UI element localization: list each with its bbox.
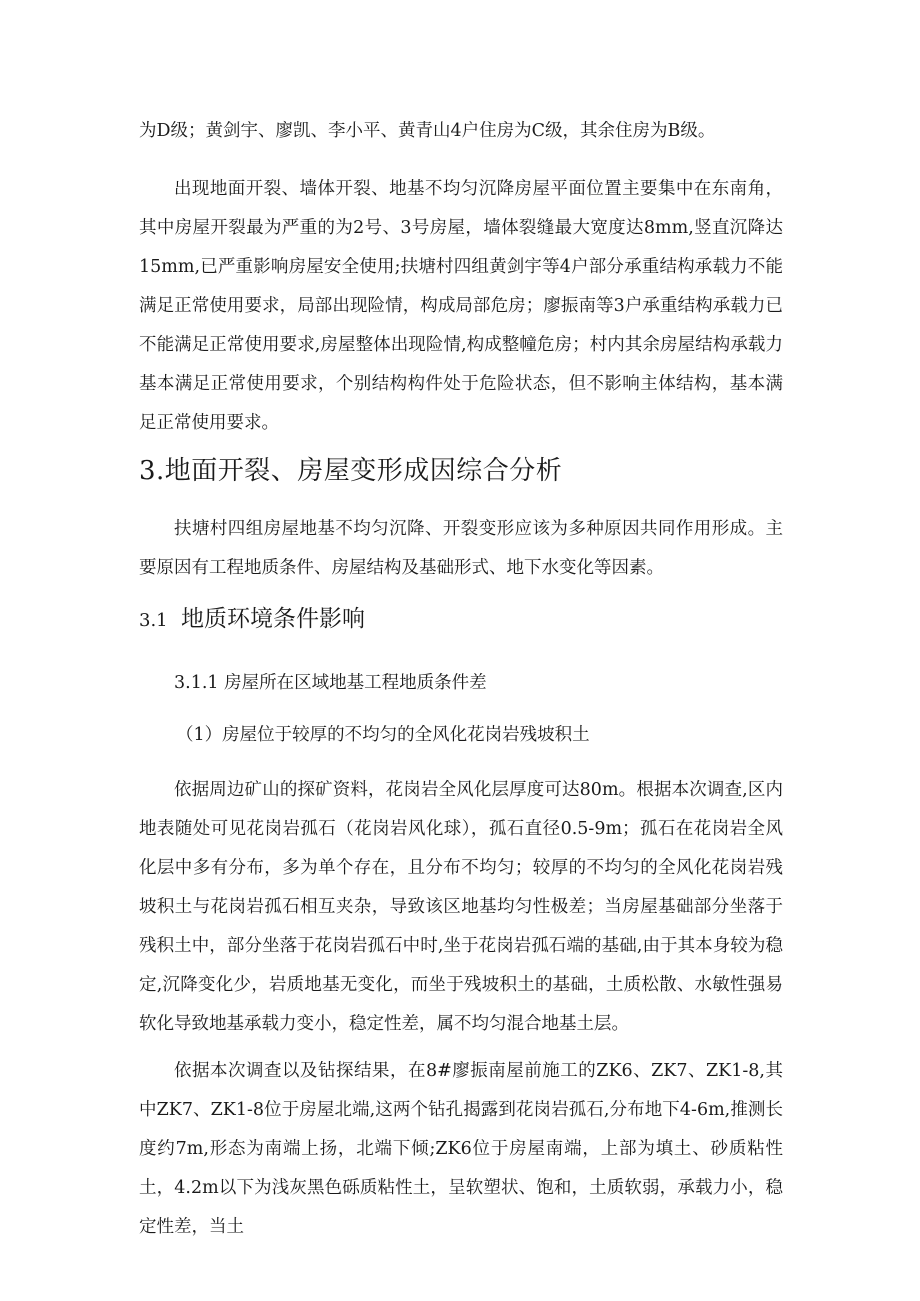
section-title-3-1: 地质环境条件影响 [181, 606, 365, 632]
section-number-3-1: 3.1 [139, 610, 168, 631]
paragraph-causes-intro: 扶塘村四组房屋地基不均匀沉降、开裂变形应该为多种原因共同作用形成。主要原因有工程地质条件、房屋结构及基础形式、地下水变化等因素。 [139, 519, 783, 578]
section-heading-3-1-1: 3.1.1 房屋所在区域地基工程地质条件差 [174, 673, 487, 693]
paragraph-granite-residual-soil: 依据周边矿山的探矿资料，花岗岩全风化层厚度可达80m。根据本次调查,区内地表随处可见花岗岩孤石（花岗岩风化球），孤石直径0.5-9m；孤石在花岗岩全风化层中多有分布，多为单个存在，且分布不均匀；较厚的不均匀的全风化花岗岩残坡积土与花岗岩孤石相互夹杂，导致该区地基均匀性极差；当房屋基础部分坐落于残积土中，部分坐落于花岗岩孤石中时,坐于花岗岩孤石端的基础,由于其本身较为稳定,沉降变化少，岩质地基无变化，而坐于残坡积土的基础，土质松散、水敏性强易软化导致地基承载力变小，稳定性差，属不均匀混合地基土层。 [139, 780, 783, 1034]
section-heading-3-1 [139, 603, 365, 637]
paragraph-drilling-results: 依据本次调查以及钻探结果，在8#廖振南屋前施工的ZK6、ZK7、ZK1-8,其中ZK7、ZK1-8位于房屋北端,这两个钻孔揭露到花岗岩孤石,分布地下4-6m,推测长度约7m,形态为南端上扬，北端下倾;ZK6位于房屋南端，上部为填土、砂质粘性土，4.2m以下为浅灰黑色砾质粘性土，呈软塑状、饱和，土质软弱，承载力小，稳定性差，当土 [139, 1061, 783, 1237]
paragraph-grade-summary: 为D级；黄剑宇、廖凯、李小平、黄青山4户住房为C级，其余住房为B级。 [139, 121, 716, 141]
section-heading-3: 3.地面开裂、房屋变形成因综合分析 [139, 456, 563, 486]
paragraph-crack-distribution: 出现地面开裂、墙体开裂、地基不均匀沉降房屋平面位置主要集中在东南角，其中房屋开裂最为严重的为2号、3号房屋，墙体裂缝最大宽度达8mm,竖直沉降达15mm,已严重影响房屋安全使用;扶塘村四组黄剑宇等4户部分承重结构承载力不能满足正常使用要求，局部出现险情，构成局部危房；廖振南等3户承重结构承载力已不能满足正常使用要求,房屋整体出现险情,构成整幢危房；村内其余房屋结构承载力基本满足正常使用要求，个别结构构件处于危险状态，但不影响主体结构，基本满足正常使用要求。 [139, 179, 783, 433]
list-item-heading-1: （1）房屋位于较厚的不均匀的全风化花岗岩残坡积土 [176, 725, 590, 745]
